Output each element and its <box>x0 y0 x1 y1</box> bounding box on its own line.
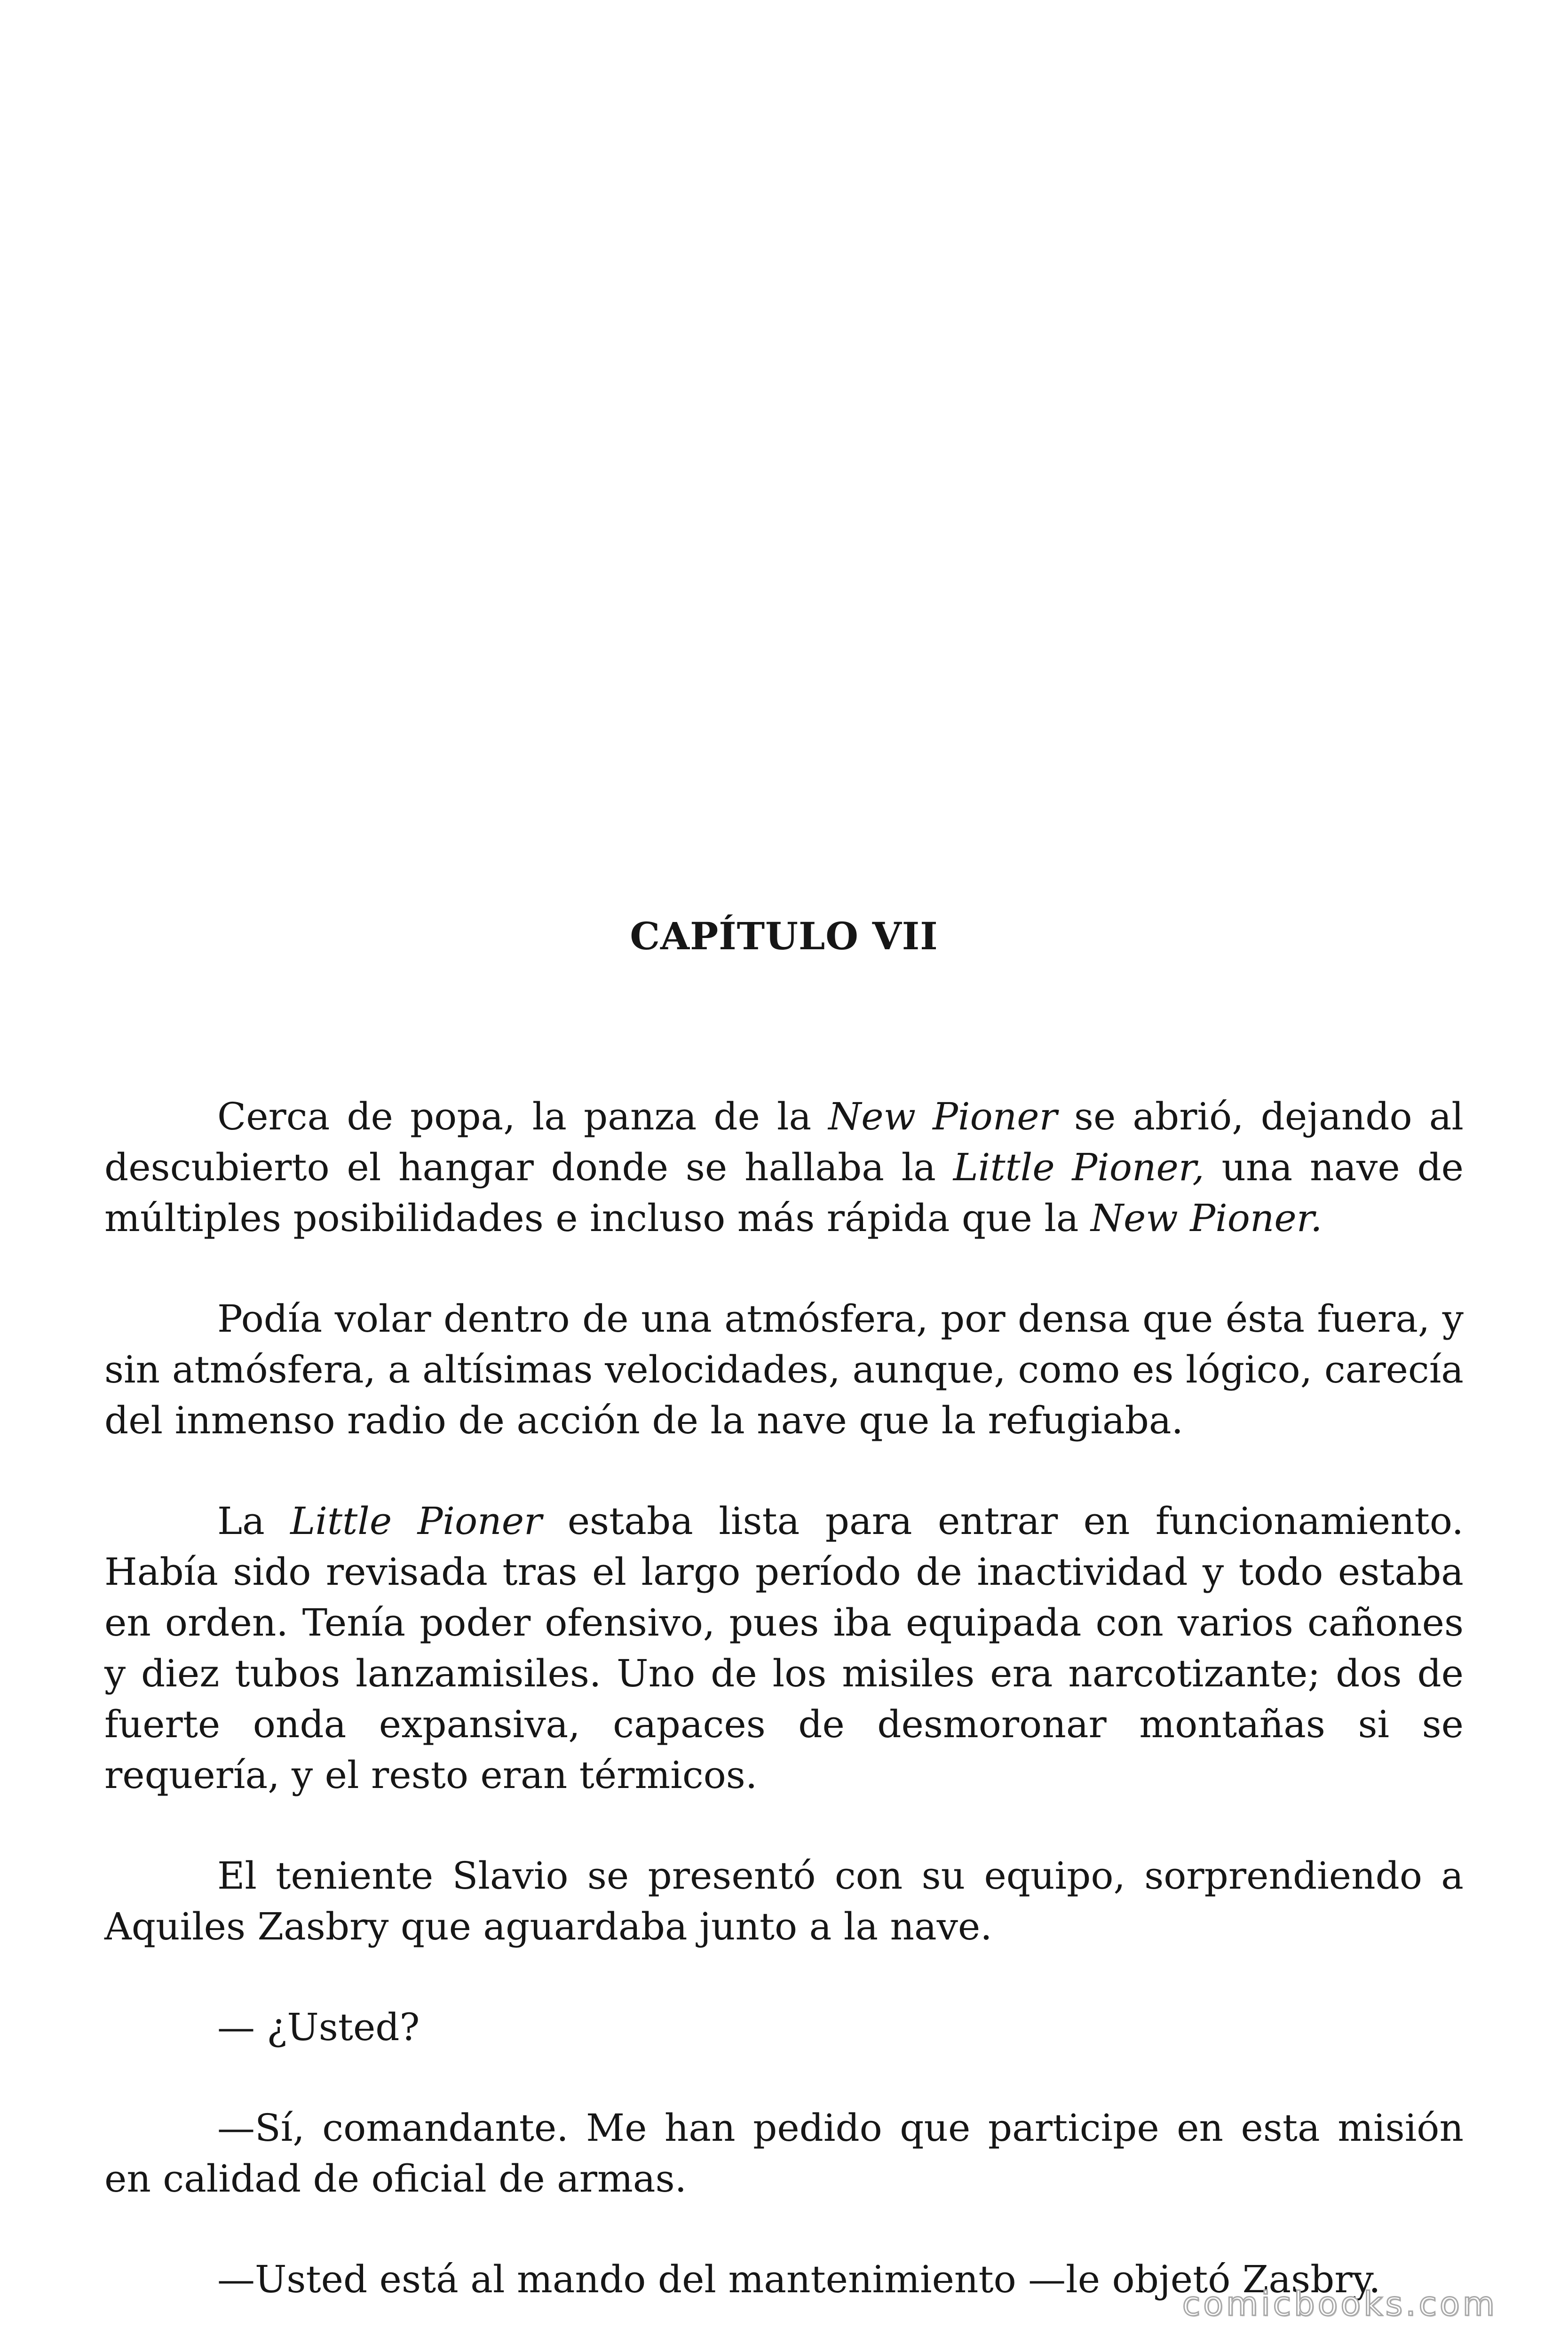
text-run: — ¿Usted? <box>217 2005 420 2049</box>
chapter-title: CAPÍTULO VII <box>630 914 938 958</box>
text-run: —Usted está al mando del mantenimiento —le objetó Zasbry. <box>217 2257 1381 2301</box>
body-text <box>104 1091 1464 2305</box>
paragraph <box>104 1851 1464 1952</box>
text-run: estaba lista para entrar en funcionamiento. Había sido revisada tras el largo período de inactividad y todo estaba en orden. Tenía poder ofensivo, pues iba equipada con varios cañones y diez tubos lanzamisiles. Uno de los misiles era narcotizante; dos de fuerte onda expansiva, capaces de desmoronar montañas si se requería, y el resto eran térmicos. <box>104 1499 1464 1797</box>
italic-text: Little Pioner <box>290 1499 542 1543</box>
italic-text: New Pioner. <box>1091 1196 1323 1240</box>
text-run: La <box>217 1499 291 1543</box>
paragraph <box>104 1496 1464 1801</box>
paragraph <box>104 2103 1464 2204</box>
italic-text: Little Pioner, <box>953 1145 1204 1189</box>
text-run: se abrió, dejando al descubierto el hangar donde se hallaba la <box>104 1095 1464 1189</box>
paragraph <box>104 2002 1464 2053</box>
watermark: comicbooks.com <box>1182 2285 1497 2323</box>
italic-text: New Pioner <box>828 1095 1057 1138</box>
text-run: El teniente Slavio se presentó con su equipo, sorprendiendo a Aquiles Zasbry que aguardaba junto a la nave. <box>104 1854 1464 1948</box>
paragraph <box>104 1294 1464 1446</box>
paragraph <box>104 1091 1464 1244</box>
text-run: Cerca de popa, la panza de la <box>217 1095 829 1138</box>
text-run: una nave de múltiples posibilidades e incluso más rápida que la <box>104 1145 1464 1240</box>
text-run: —Sí, comandante. Me han pedido que participe en esta misión en calidad de oficial de armas. <box>104 2106 1464 2201</box>
text-run: Podía volar dentro de una atmósfera, por densa que ésta fuera, y sin atmósfera, a altísimas velocidades, aunque, como es lógico, carecía del inmenso radio de acción de la nave que la refugiaba. <box>104 1297 1464 1442</box>
